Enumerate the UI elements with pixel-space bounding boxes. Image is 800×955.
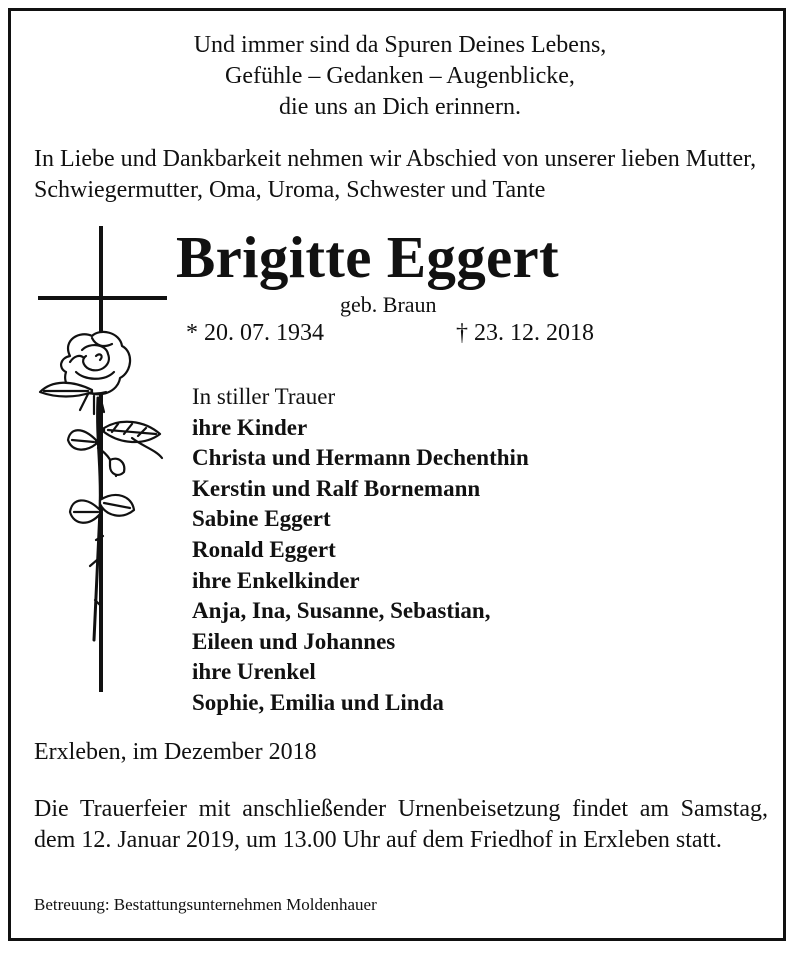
birth-date: * 20. 07. 1934 [186,320,324,346]
poem-line: Und immer sind da Spuren Deines Lebens, [193,32,607,58]
mourner-line: ihre Kinder [192,414,308,440]
cross-icon [38,226,167,692]
mourner-line: Ronald Eggert [192,536,336,562]
mourner-line: Christa und Hermann Dechenthin [192,445,529,471]
mourners-heading: In stiller Trauer [192,384,336,409]
mourner-line: Sabine Eggert [192,506,331,532]
death-date: † 23. 12. 2018 [456,320,594,346]
intro-text: In Liebe und Dankbarkeit nehmen wir Abschied von unserer lieben Mutter, Schwiegermutter, Oma, Uroma, Schwester und Tante [34,146,757,203]
poem-line: Gefühle – Gedanken – Augenblicke, [225,63,575,89]
poem-line: die uns an Dich erinnern. [279,94,521,120]
place-date: Erxleben, im Dezember 2018 [34,739,317,765]
mourner-line: Sophie, Emilia und Linda [192,689,444,715]
maiden-name: geb. Braun [340,292,437,317]
deceased-name: Brigitte Eggert [176,224,559,290]
funeral-home-credit: Betreuung: Bestattungsunternehmen Moldenhauer [34,895,377,914]
mourner-line: ihre Enkelkinder [192,567,360,593]
mourner-line: ihre Urenkel [192,659,316,685]
mourner-line: Kerstin und Ralf Bornemann [192,475,481,501]
mourner-line: Anja, Ina, Susanne, Sebastian, [192,598,491,624]
ceremony-notice: Die Trauerfeier mit anschließender Urnenbeisetzung findet am Samstag, dem 12. Januar 2019, um 13.00 Uhr auf dem Friedhof in Erxleben statt. [34,796,768,853]
mourners-list [192,382,529,719]
mourner-line: Eileen und Johannes [192,628,396,654]
